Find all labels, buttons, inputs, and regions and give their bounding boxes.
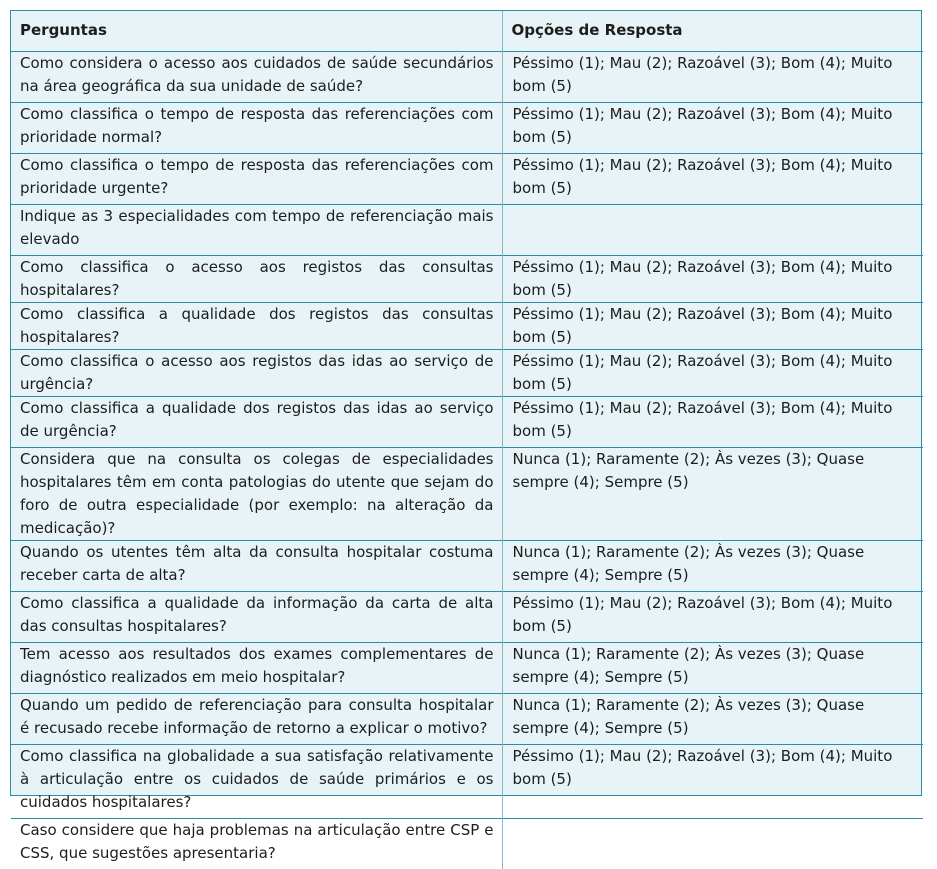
question-cell: Como classifica o acesso aos registos das idas ao serviço de urgência?	[11, 349, 502, 396]
header-row	[11, 11, 923, 51]
options-cell: Péssimo (1); Mau (2); Razoável (3); Bom (4); Muito bom (5)	[502, 153, 923, 204]
questionnaire-table-frame	[10, 10, 922, 862]
table-row	[11, 591, 923, 642]
question-cell: Tem acesso aos resultados dos exames complementares de diagnóstico realizados em meio hospitalar?	[11, 642, 502, 693]
options-cell: Nunca (1); Raramente (2); Às vezes (3); Quase sempre (4); Sempre (5)	[502, 447, 923, 540]
table-row	[11, 51, 923, 102]
question-cell: Como classifica a qualidade dos registos das idas ao serviço de urgência?	[11, 396, 502, 447]
header-questions: Perguntas	[20, 21, 107, 40]
question-cell: Caso considere que haja problemas na articulação entre CSP e CSS, que sugestões apresentaria?	[11, 818, 502, 869]
table-row	[11, 693, 923, 744]
question-cell: Indique as 3 especialidades com tempo de referenciação mais elevado	[11, 204, 502, 255]
options-cell: Péssimo (1); Mau (2); Razoável (3); Bom (4); Muito bom (5)	[502, 349, 923, 396]
options-cell: Péssimo (1); Mau (2); Razoável (3); Bom (4); Muito bom (5)	[502, 744, 923, 818]
table-row	[11, 204, 923, 255]
options-cell: Péssimo (1); Mau (2); Razoável (3); Bom (4); Muito bom (5)	[502, 396, 923, 447]
header-options: Opções de Resposta	[502, 11, 923, 51]
table-row	[11, 102, 923, 153]
table-row	[11, 818, 923, 869]
options-cell: Péssimo (1); Mau (2); Razoável (3); Bom (4); Muito bom (5)	[502, 591, 923, 642]
options-cell: Nunca (1); Raramente (2); Às vezes (3); Quase sempre (4); Sempre (5)	[502, 540, 923, 591]
question-cell: Como classifica a qualidade da informação da carta de alta das consultas hospitalares?	[11, 591, 502, 642]
question-cell: Como classifica na globalidade a sua satisfação relativamente à articulação entre os cuidados de saúde primários e os cuidados hospitalares?	[11, 744, 502, 818]
question-cell: Considera que na consulta os colegas de especialidades hospitalares têm em conta patologias do utente que sejam do foro de outra especialidade (por exemplo: na alteração da medicação)?	[11, 447, 502, 540]
question-cell: Como classifica a qualidade dos registos das consultas hospitalares?	[11, 302, 502, 349]
questionnaire-table	[11, 11, 923, 869]
options-cell: Nunca (1); Raramente (2); Às vezes (3); Quase sempre (4); Sempre (5)	[502, 693, 923, 744]
table-row	[11, 396, 923, 447]
options-cell	[502, 818, 923, 869]
table-row	[11, 447, 923, 540]
options-cell	[502, 204, 923, 255]
table-row	[11, 540, 923, 591]
options-cell: Péssimo (1); Mau (2); Razoável (3); Bom (4); Muito bom (5)	[502, 255, 923, 302]
options-cell: Péssimo (1); Mau (2); Razoável (3); Bom (4); Muito bom (5)	[502, 51, 923, 102]
question-cell: Como classifica o tempo de resposta das referenciações com prioridade urgente?	[11, 153, 502, 204]
options-cell: Péssimo (1); Mau (2); Razoável (3); Bom (4); Muito bom (5)	[502, 302, 923, 349]
question-cell: Quando os utentes têm alta da consulta hospitalar costuma receber carta de alta?	[11, 540, 502, 591]
table-row	[11, 302, 923, 349]
question-cell: Como classifica o tempo de resposta das referenciações com prioridade normal?	[11, 102, 502, 153]
table-row	[11, 255, 923, 302]
table-row	[11, 642, 923, 693]
options-cell: Nunca (1); Raramente (2); Às vezes (3); Quase sempre (4); Sempre (5)	[502, 642, 923, 693]
options-cell: Péssimo (1); Mau (2); Razoável (3); Bom (4); Muito bom (5)	[502, 102, 923, 153]
question-cell: Quando um pedido de referenciação para consulta hospitalar é recusado recebe informação de retorno a explicar o motivo?	[11, 693, 502, 744]
table-row	[11, 349, 923, 396]
question-cell: Como considera o acesso aos cuidados de saúde secundários na área geográfica da sua unidade de saúde?	[11, 51, 502, 102]
table-row	[11, 153, 923, 204]
question-cell: Como classifica o acesso aos registos das consultas hospitalares?	[11, 255, 502, 302]
